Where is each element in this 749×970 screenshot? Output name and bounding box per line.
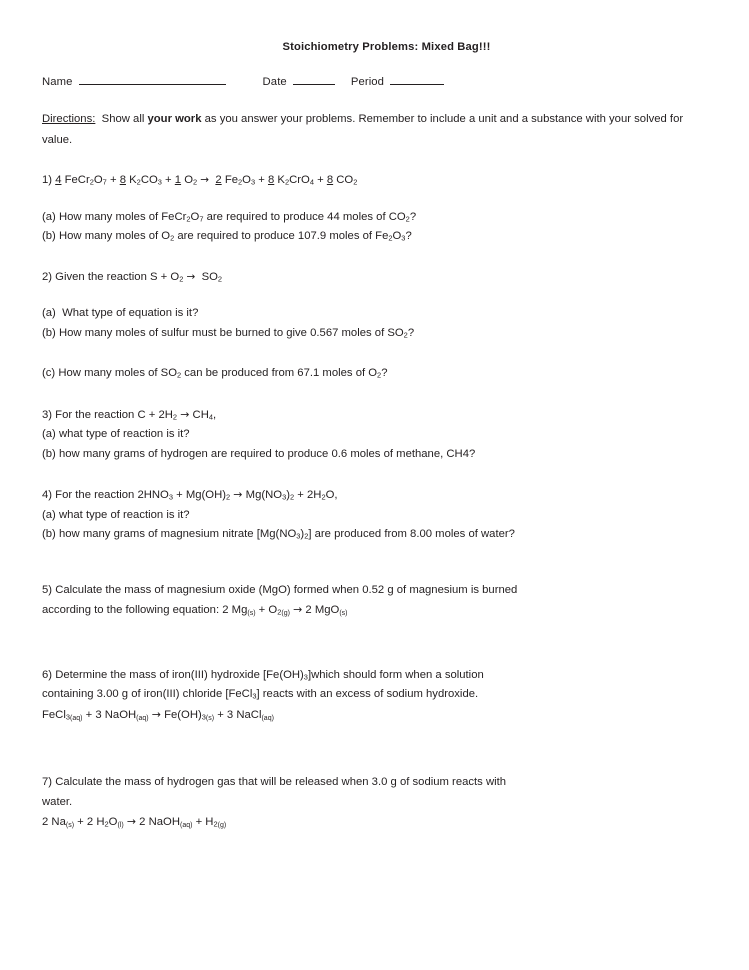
- q1-coef-p3: 8: [326, 174, 334, 186]
- q7-number: 7): [42, 776, 53, 788]
- question-1-equation: 1) 4 $FeCr_2O_7 + 8$ $K_2CO_3 + 1$ $O_2 \to 2$ $Fe_2O_3 + 8$ $K_2CrO_4 + 8$ $CO_2$: [42, 174, 358, 187]
- q1-part-b-label: (b): [42, 230, 56, 242]
- q1-coef-p1: 2: [215, 174, 222, 186]
- q1-formula-r2: $K_2CO_3$: [129, 174, 162, 187]
- q4-part-b-label: (b): [42, 528, 56, 540]
- q1-formula-p2: $K_2CrO_4$: [277, 174, 314, 187]
- q1-coef-r3: 1: [174, 174, 182, 186]
- name-input-blank[interactable]: [79, 74, 226, 85]
- q1-parts: [42, 208, 690, 247]
- question-4: [42, 485, 690, 545]
- period-label: Period: [350, 76, 385, 88]
- directions-text-2: as you answer your problems. Remember to include a unit and a substance with your solved for value.: [42, 113, 684, 146]
- directions-text-1: Show all: [101, 113, 148, 125]
- q1-formula-r3: $O_2$: [184, 174, 198, 187]
- q4-part-a: (a) what type of reaction is it?: [42, 508, 190, 521]
- q2-part-c-wrap: [42, 364, 690, 384]
- name-label: Name: [42, 76, 73, 88]
- q3-part-a-label: (a): [42, 428, 56, 440]
- q5-arrow-icon: →: [293, 603, 303, 616]
- question-3: [42, 405, 690, 465]
- q2-number: 2): [42, 270, 53, 283]
- q6-equation: FeCl$_3$(aq) + 3 NaOH(aq) → $Fe(OH)_3(s) + 3$ NaCl(aq): [42, 707, 274, 722]
- q1-part-a: (a) How many moles of $FeCr_2O_7$ are required to produce 44 moles of $CO_2$?: [42, 210, 417, 224]
- q1-formula-p1: $Fe_2O_3$: [224, 174, 256, 187]
- directions-emphasis: your work: [147, 113, 202, 125]
- q6-body-2: containing 3.00 g of iron(III) chloride [FeCl$_3$] reacts with an excess of sodium hydroxide.: [42, 688, 479, 701]
- question-6-equation: [42, 705, 690, 726]
- q5-body-1: Calculate the mass of magnesium oxide (MgO) formed when 0.52 g of magnesium is burned: [55, 583, 518, 596]
- question-3-stem: 3) For the reaction $C + 2H_2 \to CH_4$,: [42, 407, 217, 422]
- question-5-line-2: [42, 600, 690, 621]
- q3-part-b-label: (b): [42, 447, 56, 460]
- q7-arrow-icon: →: [126, 815, 137, 828]
- question-6-line-1: [42, 666, 690, 686]
- document-body: [0, 74, 749, 833]
- q4-part-a-label: (a): [42, 508, 56, 521]
- q1-part-b: (b) How many moles of $O_2$ are required to produce 107.9 moles of $Fe_2O_3$?: [42, 230, 412, 243]
- q2-part-b: (b) How many moles of sulfur must be burned to give 0.567 moles of $SO_2$?: [42, 326, 415, 340]
- page-title: Stoichiometry Problems: Mixed Bag!!!: [282, 41, 491, 53]
- q3-part-b: (b) how many grams of hydrogen are required to produce 0.6 moles of methane, CH4?: [42, 447, 476, 460]
- question-2-stem: 2) Given the reaction $S + O_2 \to SO_2$: [42, 270, 223, 284]
- q2-part-a-label: (a): [42, 307, 56, 319]
- question-7-line-2: water.: [42, 795, 73, 808]
- date-label: Date: [262, 76, 287, 88]
- q7-equation: 2 Na(s) + 2 $H_2O(l) \to 2$ NaOH(aq) + $H_2(g)$: [42, 815, 227, 829]
- question-1: [42, 171, 690, 247]
- q3-number: 3): [42, 408, 53, 421]
- q1-formula-p3: $CO_2$: [336, 174, 358, 187]
- q3-part-a: (a) what type of reaction is it?: [42, 428, 190, 440]
- q1-coef-p2: 8: [267, 174, 275, 186]
- q1-coef-r1: 4: [55, 174, 62, 186]
- q4-part-b: (b) how many grams of magnesium nitrate $[Mg(NO_3)_2]$ are produced from 8.00 moles of water?: [42, 528, 515, 541]
- q2-part-c: (c) How many moles of $SO_2$ can be produced from 67.1 moles of $O_2$?: [42, 367, 388, 380]
- question-4-stem: 4) For the reaction $2HNO_3 + Mg(OH)_2 \to Mg(NO_3)_2 + 2H_2O$,: [42, 488, 338, 502]
- q1-part-a-label: (a): [42, 210, 56, 223]
- question-2: [42, 268, 690, 384]
- q4-number: 4): [42, 489, 53, 501]
- question-5: [42, 581, 690, 621]
- period-input-blank[interactable]: [390, 74, 444, 85]
- q6-body-1: Determine the mass of iron(III) hydroxide $[Fe(OH)_3]which$ should form when a solution: [55, 668, 484, 682]
- q5-equation: 2 $Mg(s) + O_2(g) \to 2$ MgO(s): [222, 603, 348, 617]
- q2-parts: [42, 304, 690, 343]
- q1-formula-r1: $FeCr_2O_7$: [64, 174, 107, 187]
- q6-number: 6): [42, 668, 53, 681]
- directions-block: [42, 109, 690, 150]
- directions-label: Directions:: [42, 113, 96, 125]
- q5-body-2: according to the following equation:: [42, 604, 223, 616]
- student-info-row: [42, 74, 690, 88]
- q3-arrow-icon: →: [180, 407, 190, 421]
- q1-coef-r2: 8: [119, 174, 126, 186]
- q7-body-1: Calculate the mass of hydrogen gas that will be released when 3.0 g of sodium reacts with: [55, 776, 507, 788]
- question-7: [42, 773, 690, 833]
- date-input-blank[interactable]: [293, 74, 335, 85]
- q1-arrow-icon: →: [200, 174, 210, 186]
- q1-number: 1): [42, 174, 53, 186]
- question-6-line-2: [42, 685, 690, 705]
- q6-arrow-icon: →: [151, 707, 161, 721]
- q5-number: 5): [42, 583, 53, 596]
- question-7-line-1: [42, 773, 690, 793]
- directions-paragraph: [42, 109, 690, 150]
- question-5-line-1: [42, 581, 690, 601]
- q4-arrow-icon: →: [233, 488, 243, 501]
- q2-part-b-label: (b): [42, 326, 56, 339]
- q2-part-a: (a) What type of equation is it?: [42, 307, 199, 319]
- question-7-equation: [42, 812, 690, 833]
- question-6: [42, 666, 690, 726]
- q2-arrow-icon: →: [186, 270, 196, 283]
- q2-part-c-label: (c): [42, 367, 56, 379]
